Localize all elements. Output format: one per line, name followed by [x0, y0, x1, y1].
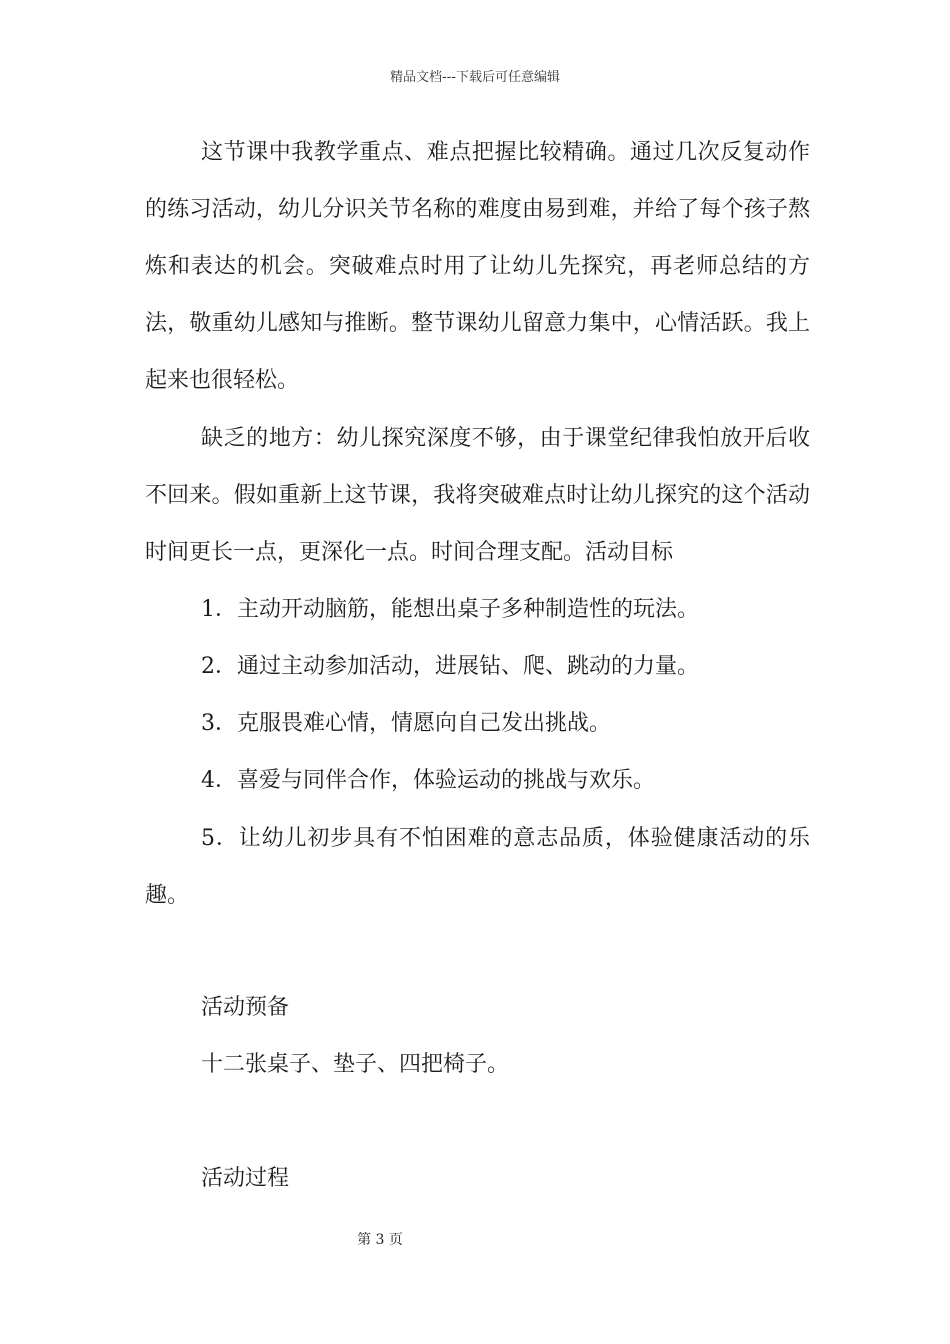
goal-item: 3．克服畏难心情，情愿向自己发出挑战。 [201, 711, 611, 736]
paragraph-text: 缺乏的地方：幼儿探究深度不够，由于课堂纪律我怕放开后收不回来。假如重新上这节课，我将突破难点时让幼儿探究的这个活动时间更长一点，更深化一点。时间合理支配。活动目标 [145, 426, 810, 565]
paragraph-text: 这节课中我教学重点、难点把握比较精确。通过几次反复动作的练习活动，幼儿分识关节名称的难度由易到难，并给了每个孩子熬炼和表达的机会。突破难点时用了让幼儿先探究，再老师总结的方法，敬重幼儿感知与推断。整节课幼儿留意力集中，心情活跃。我上起来也很轻松。 [145, 140, 810, 393]
preparation-text: 十二张桌子、垫子、四把椅子。 [201, 1052, 510, 1077]
goal-item: 1．主动开动脑筋，能想出桌子多种制造性的玩法。 [201, 597, 699, 622]
goal-item: 4．喜爱与同伴合作，体验运动的挑战与欢乐。 [201, 768, 655, 793]
goal-item: 2．通过主动参加活动，进展钻、爬、跳动的力量。 [201, 654, 699, 679]
section-heading-preparation: 活动预备 [201, 995, 290, 1020]
paragraph-shortcomings [145, 410, 810, 581]
goal-item: 5．让幼儿初步具有不怕困难的意志品质，体验健康活动的乐趣。 [145, 826, 810, 908]
paragraph-reflection [145, 124, 810, 409]
page-header: 精品文档---下载后可任意编辑 [389, 70, 561, 85]
page-number: 第 3 页 [357, 1232, 403, 1248]
section-heading-process: 活动过程 [201, 1166, 290, 1191]
